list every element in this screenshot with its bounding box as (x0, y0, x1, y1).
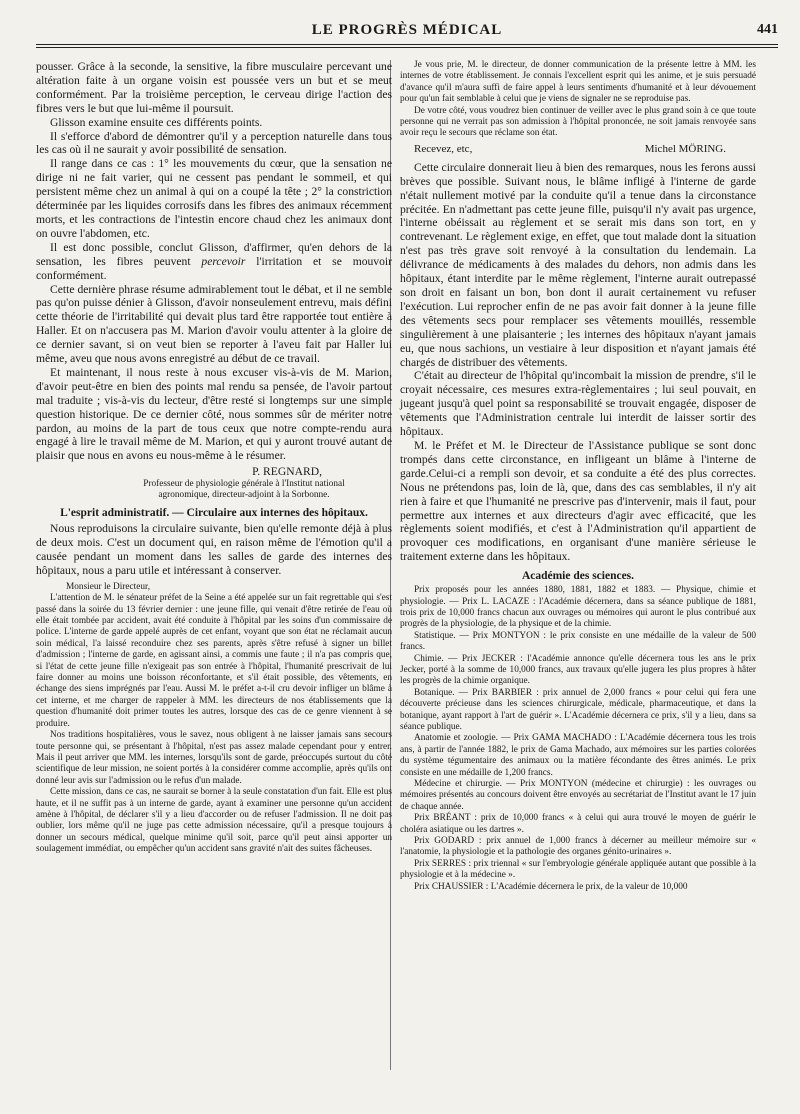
paragraph: Cette dernière phrase résume admirablement tout le débat, et il ne semble pas qu'on puisse dénier à Glisson, d'avoir nonseulement entrevu, mais défini cette théorie de l'irritabilité qui devait plus tard être rapportée tout entière à Haller. Et on n'accusera pas M. Marion d'avoir voulu attenter à la gloire de ce dernier savant, si on veut bien se reporter à l'aveu fait par Haller lui même, aveu que nous avons enregistré au début de ce travail. (36, 282, 392, 366)
letter-paragraph: Je vous prie, M. le directeur, de donner communication de la présente lettre à MM. les internes de votre établissement. Je connais l'excellent esprit qui les anime, et je suis persuadé d'avance qu'il m'aura suffi de faire appel à leurs sentiments d'humanité et à leur dévouement pour qu'un fait semblable à celui que je viens de signaler ne se reproduise pas. (400, 60, 756, 105)
section-heading-academy: Académie des sciences. (521, 570, 635, 583)
prize-entry: Anatomie et zoologie. — Prix GAMA MACHADO : L'Académie décernera tous les trois ans, à partir de l'année 1882, le prix de Gama Machado, aux mémoires sur les parties colorées du système tégumentaire des animaux ou la matière fécondante des êtres animés. Le prix consiste en une médaille de 1,200 francs. (400, 733, 756, 778)
paragraph: Il s'efforce d'abord de démontrer qu'il y a perception naturelle dans tous les cas où il ne saurait y avoir possibilité de sensation. (36, 129, 392, 157)
text-run: l'irritation et se mouvoir conformément. (36, 254, 392, 282)
letter-paragraph: Cette mission, dans ce cas, ne saurait se borner à la seule constatation d'un fait. Elle est plus haute, et il ne suffit pas à un interne de garde, ayant à examiner une personne qu'un accident amène à l'hôpital, de déclarer s'il y a lieu d'accorder ou de refuser l'admission. Il ne doit pas oublier, lors même qu'il ne juge pas cette admission nécessaire, qu'il a presque toujours à donner un secours médical, quelque minime qu'il soit, parce qu'il peut ainsi apporter un soulagement immédiat, ou empêcher qu'un accident sans gravité n'ait des suites fâcheuses. (36, 787, 392, 855)
article-glisson (36, 60, 392, 501)
prize-entry: Chimie. — Prix JECKER : l'Académie annonce qu'elle décernera tous les ans le prix Jecker, porté à la somme de 10,000 francs, aux travaux qu'elle jugera les plus propres à hâter les progrès de la chimie organique. (400, 653, 756, 687)
prize-list (400, 585, 756, 893)
paragraph: M. le Préfet et M. le Directeur de l'Assistance publique se sont donc trompés dans cette circonstance, en infligeant un blâme à l'interne de garde.Celui-ci a rempli son devoir, et sa conduite a été des plus correctes. Nous ne prétendons pas, loin de là, que, dans des cas semblables, il n'y ait rien à faire et que l'humanité ne prescrive pas d'intervenir, mais il faut, pour permettre aux internes et aux directeurs d'agir avec efficacité, que les règlements soient modifiés, et c'est à l'Administration qu'il appartient de provoquer ces modifications, en organisant d'une manière sérieuse le traitement externe dans les hôpitaux. (400, 438, 756, 564)
text-run: Il est donc possible, conclut Glisson, d'affirmer, qu'en dehors de la sensation, les fibres peuvent (36, 240, 392, 268)
paragraph (36, 241, 392, 283)
paragraph: Glisson examine ensuite ces différents points. (50, 115, 263, 129)
header-rule (36, 44, 778, 45)
prize-entry: Prix BRÉANT : prix de 10,000 francs « à celui qui aura trouvé le moyen de guérir le choléra asiatique ou les dartres ». (400, 813, 756, 835)
letter-sender: Michel MÖRING. (644, 142, 726, 155)
closing-formula: Recevez, etc, (414, 142, 473, 155)
page-header (36, 18, 778, 44)
prize-entry: Prix CHAUSSIER : L'Académie décernera le prix, de la valeur de 10,000 (414, 881, 688, 892)
page-number: 441 (757, 22, 778, 37)
letter-salutation: Monsieur le Directeur, (66, 581, 151, 592)
intro-paragraph: Nous reproduisons la circulaire suivante, bien qu'elle remonte déjà à plus de deux mois. C'est un document qui, en raison même de l'émotion qu'il a causée pendant un moment dans les salles de garde des internes des hôpitaux, nous a paru utile et intéressant à conserver. (36, 522, 392, 577)
paragraph: C'était au directeur de l'hôpital qu'incombait la mission de prendre, s'il le croyait nécessaire, ces mesures extra-règlementaires ; lui seul pouvait, en jugeant jusqu'à quel point sa responsabilité se trouvait engagée, disposer de vêtements que l'Administration centrale lui interdit de laisser sortir des hôpitaux. (400, 369, 756, 439)
left-column (36, 60, 392, 856)
prize-entry: Prix SERRES : prix triennal « sur l'embryologie générale appliquée autant que possible à la physiologie et à la médecine ». (400, 858, 756, 881)
letter-paragraph: De votre côté, vous voudrez bien continuer de veiller avec le plus grand soin à ce que toute personne qui ne verrait pas son admission à l'hôpital prononcée, ne soit jamais renvoyée sans avoir reçu le secours que réclame son état. (400, 105, 756, 139)
letter-closing (400, 143, 756, 155)
italic-term: percevoir (201, 254, 246, 268)
paragraph: pousser. Grâce à la seconde, la sensitive, la fibre musculaire percevant une altération faite à un organe voisin est poussée vers un but et se meut conformément. Par la troisième perception, le cerveau dirige l'action des fibres vers le but que lui-même il poursuit. (36, 60, 392, 115)
circular-letter (36, 582, 392, 856)
author-affiliation-line: Professeur de physiologie générale à l'Institut national (143, 479, 345, 490)
paragraph: Cette circulaire donnerait lieu à bien des remarques, nous les ferons aussi brèves que possible. Suivant nous, le blâme infligé à l'interne de garde n'était nullement motivé par la conduite qu'il a tenue dans la circonstance précitée. En n'admettant pas cette jeune fille, puisqu'il n'y avait pas urgence, l'interne obéissait au règlement et se serait mis dans son tort, en y contrevenant. Le règlement exige, en effet, que tout malade dont la situation n'est pas très grave soit renvoyé à la consultation du lendemain. La délivrance de médicaments à des malades du dehors, non admis dans les hôpitaux, étant interdite par le même règlement, l'interne aurait outrepassé son droit en faisant un bon, bon dont il aurait certainement vu refuser l'exécution. Lui reprocher enfin de ne pas avoir fait donner à la jeune fille des vêtements secs pour remplacer ses vêtements mouillés, ressemble singulièrement à une plaisanterie ; les internes des hôpitaux n'ayant jamais eu, que nous sachions, un vestiaire à leur disposition et n'ayant jamais été chargés de distribuer des vêtements. (400, 160, 756, 369)
prize-entry: Statistique. — Prix MONTYON : le prix consiste en une médaille de la valeur de 500 francs. (400, 630, 756, 653)
author-affiliation-line: agronomique, directeur-adjoint à la Sorbonne. (158, 490, 330, 501)
circular-letter-end (400, 60, 756, 140)
letter-paragraph: Nos traditions hospitalières, vous le savez, nous obligent à ne laisser jamais sans secours toute personne qui, se présentant à l'hôpital, n'est pas assez malade cependant pour y entrer. Mais il peut arriver que MM. les internes, lorsqu'ils sont de garde, préoccupés surtout du côté scientifique de leur mission, ne soient portés à la considérer comme accomplie, après qu'ils ont donné leur avis sur l'admission ou le refus d'un malade. (36, 730, 392, 786)
prize-entry: Médecine et chirurgie. — Prix MONTYON (médecine et chirurgie) : les ouvrages ou mémoires présentés au concours doivent être envoyés au secrétariat de l'Institut avant le 17 juin de chaque année. (400, 779, 756, 812)
journal-title: LE PROGRÈS MÉDICAL (311, 22, 503, 38)
prize-entry: Prix proposés pour les années 1880, 1881, 1882 et 1883. — Physique, chimie et physiologie. — Prix L. LACAZE : l'Académie décernera, dans sa séance publique de 1881, trois prix de 10,000 francs chacun aux ouvrages ou mémoires qui auront le plus contribué aux progrès de la physiologie, de la physique et de la chimie. (400, 585, 756, 630)
section-heading: L'esprit administratif. — Circulaire aux internes des hôpitaux. (60, 507, 368, 520)
prize-entry: Botanique. — Prix BARBIER : prix annuel de 2,000 francs « pour celui qui fera une découverte précieuse dans les sciences chirurgicale, médicale, pharmaceutique, et dans la botanique, ayant rapport à l'art de guérir ». L'Académie décernera ce prix, s'il y a lieu, dans sa séance publique. (400, 687, 756, 732)
commentary (400, 161, 756, 564)
paragraph: Il range dans ce cas : 1° les mouvements du cœur, que la sensation ne dirige ni ne fait varier, qui ne cessent pas pendant le sommeil, et qui persistent même chez un animal à qui on a coupé la tête ; 2° la constriction déterminée par les liquides corrosifs dans les fibres des animaux récemment morts, et les contractions de l'intestin encore chaud chez les animaux dont on ouvre l'abdomen, etc. (36, 157, 392, 240)
letter-paragraph: L'attention de M. le sénateur préfet de la Seine a été appelée sur un fait regrettable qui s'est passé dans la soirée du 13 février dernier : une jeune fille, qui venait d'être retirée de l'eau où elle était tombée par accident, avait été conduite à l'hôpital par les soins d'un commissaire de police. L'interne de garde appelé auprès de cet enfant, voyant que son état ne réclamait aucun soin médical, l'a laissé reconduire chez ses parents, après s'être refusé à signer un billet d'admission ; l'interne de garde, en agissant ainsi, a commis une faute ; il n'a pas compris que, si l'état de cette jeune fille n'exigeait pas son entrée à l'hôpital, l'humanité prescrivait de lui faire donner au moins une boisson réconfortante, et s'il était possible, des vêtements, en échange des siens imprégnés par l'eau. Aussi M. le préfet a-t-il cru devoir infliger un blâme à cet interne, et me charger de rappeler à MM. les directeurs de nos établissements que la question d'humanité doit primer toutes les autres, lorsque des cas de ce genre viennent à se produire. (36, 593, 392, 729)
author-signature: P. REGNARD, (252, 465, 322, 479)
paragraph: Et maintenant, il nous reste à nous excuser vis-à-vis de M. Marion, d'avoir peut-être en bien des points mal rendu sa pensée, de l'avoir partout mal traduite ; vis-à-vis du lecteur, d'être resté si longtemps sur une simple question historique. De ce dernier côté, nous sommes sûr de mériter notre pardon, au moins de la part de tous ceux que notre compte-rendu aura engagé à lire le travail même de M. Marion, et qui y auront trouvé autant de plaisir que nous en avons eu nous-même à le résumer. (36, 365, 392, 463)
header-rule-double (36, 47, 778, 48)
right-column (400, 60, 756, 893)
prize-entry: Prix GODARD : prix annuel de 1,000 francs à décerner au meilleur mémoire sur « l'anatomie, la physiologie et la pathologie des organes génito-urinaires ». (400, 836, 756, 858)
